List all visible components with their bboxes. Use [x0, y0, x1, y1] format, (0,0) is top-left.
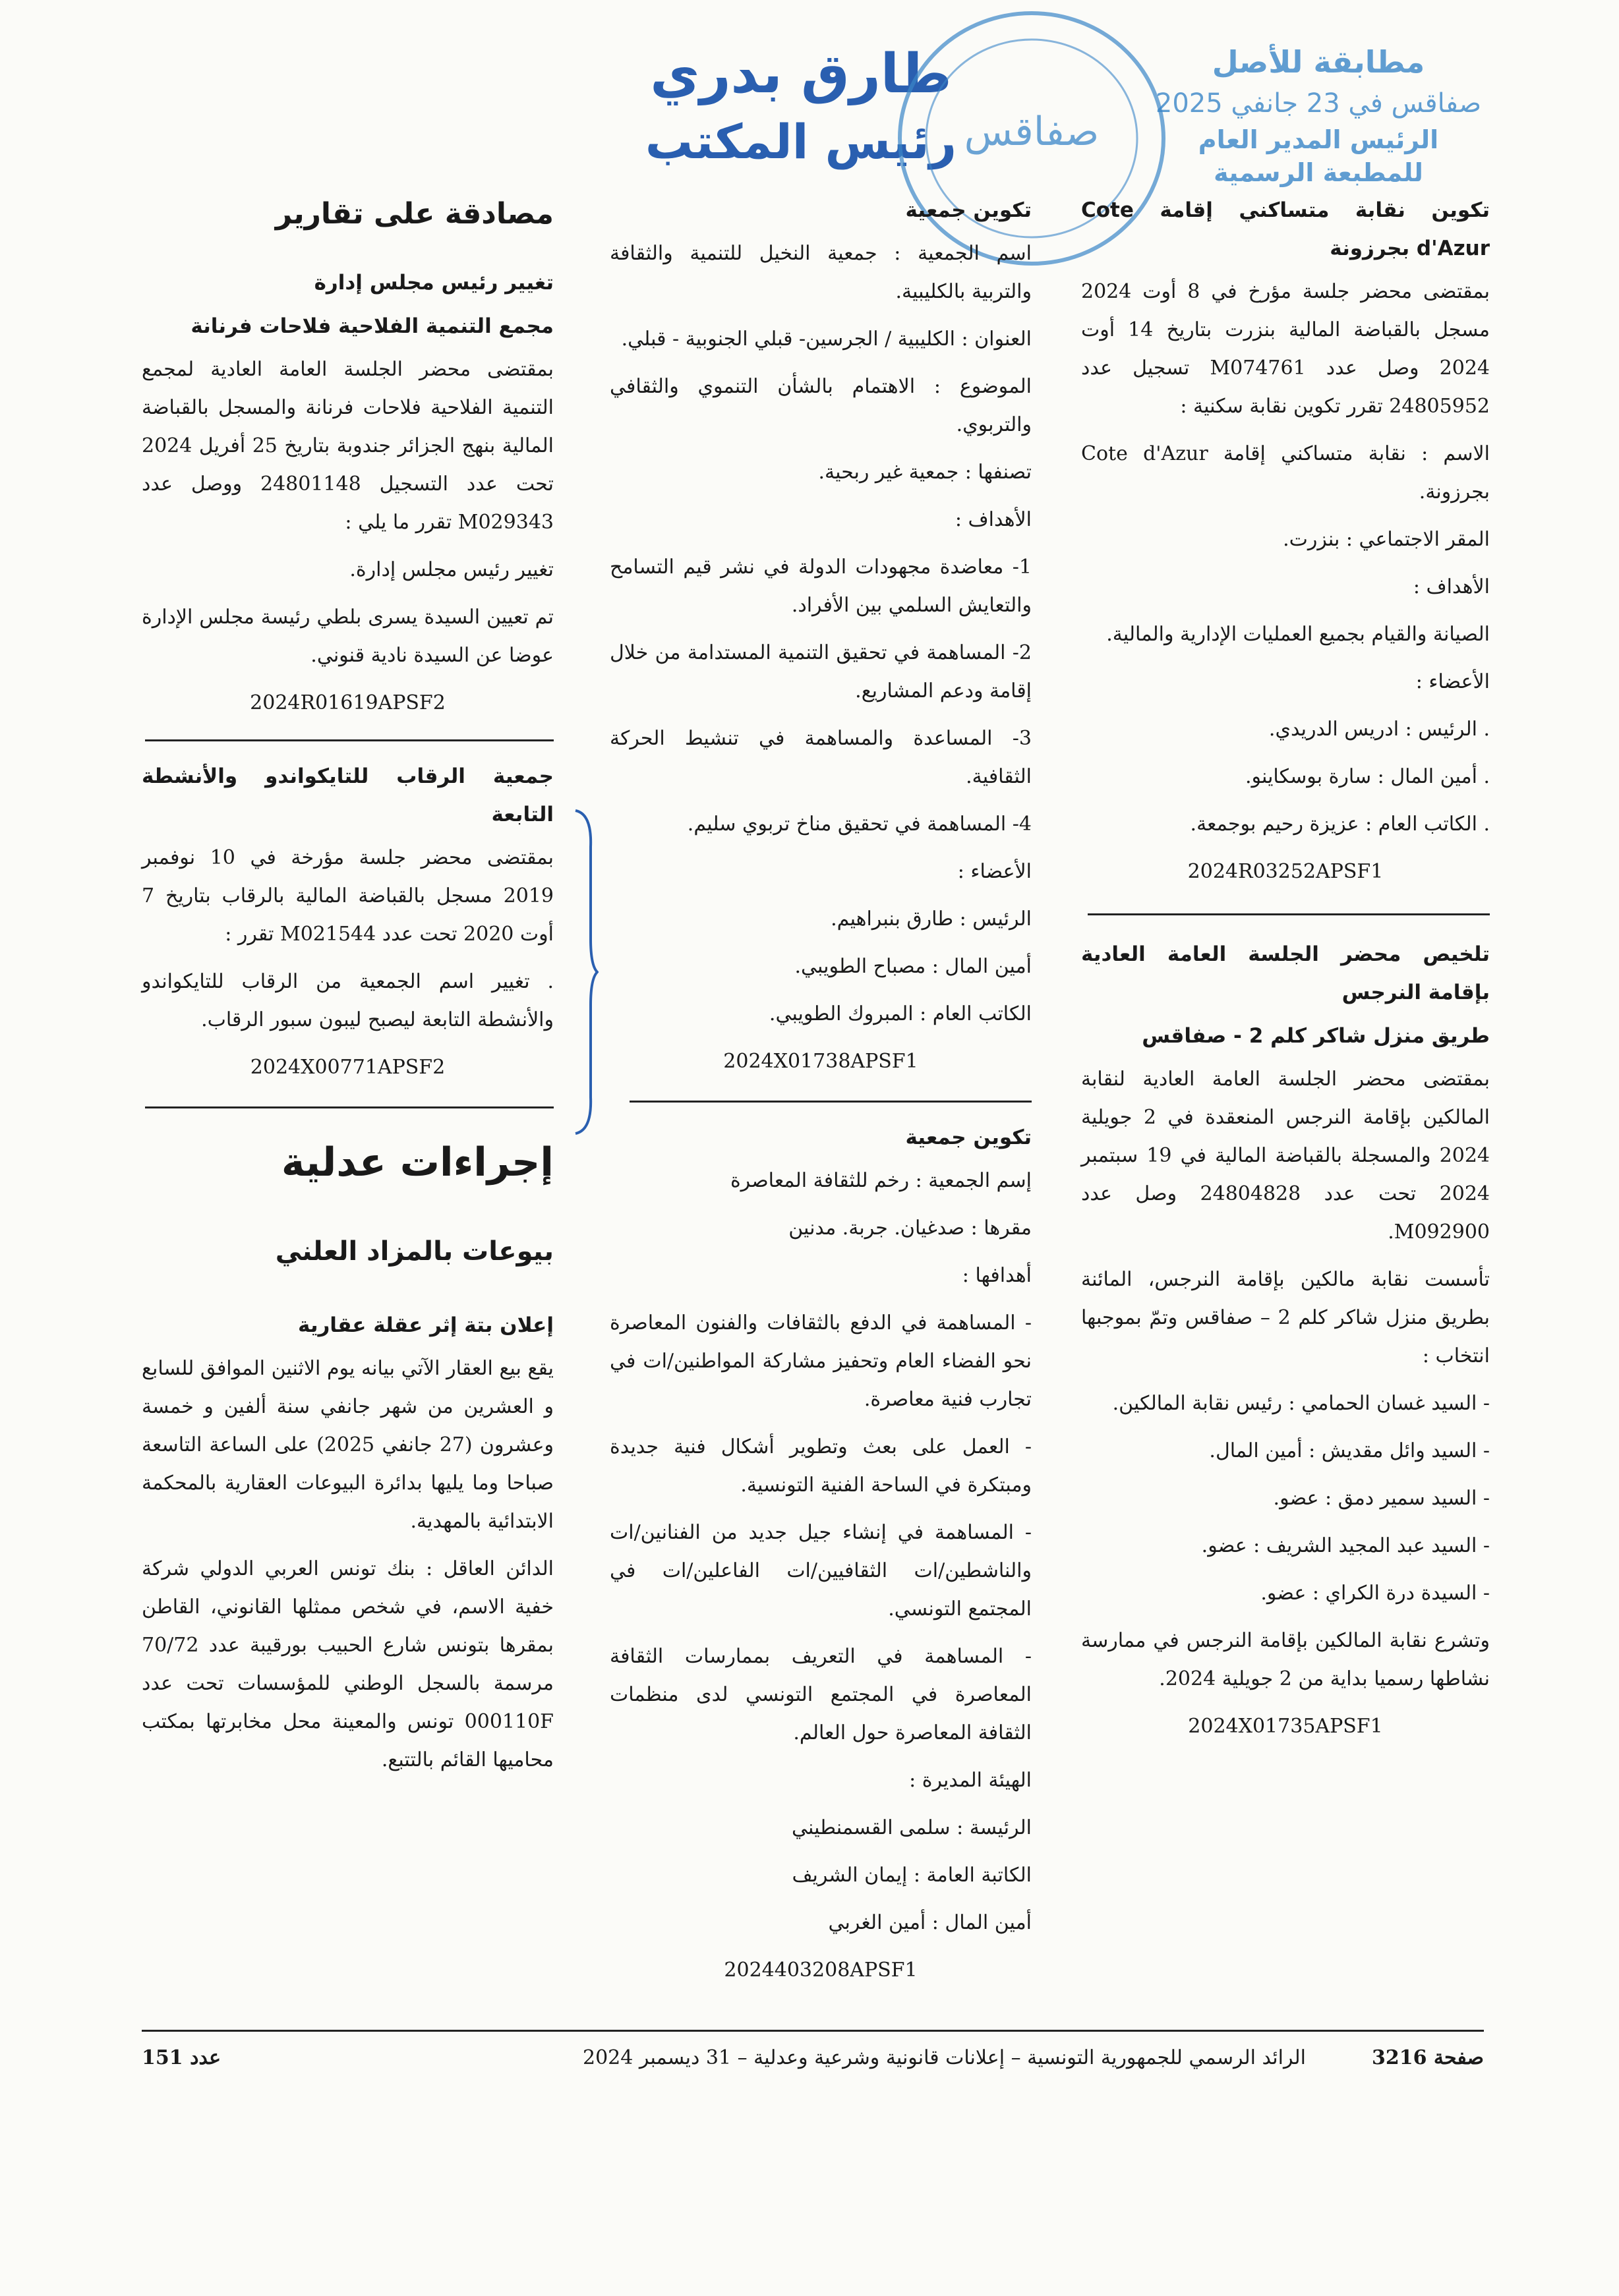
- article-title: تكوين نقابة متساكني إقامة Cote d'Azur بجرزونة: [1081, 198, 1490, 260]
- paragraph: الأعضاء :: [1415, 670, 1490, 693]
- page-footer: [142, 2030, 1484, 2069]
- paragraph: تصنفها : جمعية غير ربحية.: [818, 461, 1032, 484]
- article-title: إعلان بتة إثر عقلة عقارية: [298, 1313, 554, 1337]
- list-item: 1- معاضدة مجهودات الدولة في نشر قيم التسامح والتعايش السلمي بين الأفراد.: [610, 556, 1032, 617]
- paragraph: تغيير رئيس مجلس إدارة.: [349, 558, 554, 581]
- handwritten-signature: [646, 30, 956, 181]
- paragraph: تأسست نقابة مالكين بإقامة النرجس، المائنة بطريق منزل شاكر كلم 2 – صفاقس وتمّ بموجبها انتخاب :: [1081, 1268, 1490, 1367]
- list-item: - السيد سمير دمق : عضو.: [1273, 1487, 1490, 1510]
- article-title: جمعية الرقاب للتايكواندو والأنشطة التابعة: [142, 764, 554, 826]
- list-item: . الكاتب العام : عزيزة رحيم بوجمعة.: [1190, 813, 1490, 836]
- paragraph: الصيانة والقيام بجميع العمليات الإدارية والمالية.: [1106, 623, 1490, 646]
- article-title: تكوين جمعية: [905, 1126, 1032, 1149]
- paragraph: تم تعيين السيدة يسرى بلطي رئيسة مجلس الإدارة عوضا عن السيدة نادية قنوني.: [142, 606, 554, 667]
- reference-code: 2024403208APSF1: [724, 1959, 918, 1982]
- right-column: [1081, 191, 1490, 1755]
- list-item: . أمين المال : سارة بوسكاينو.: [1245, 765, 1490, 788]
- article-title: مجمع التنمية الفلاحية فلاحات فرنانة: [191, 314, 554, 338]
- list-item: - المساهمة في إنشاء جيل جديد من الفنانين/ات والناشطين/ات الثقافيين/ات الفاعلين/ات في المجتمع التونسي.: [610, 1521, 1032, 1621]
- svg-text:رئيس المكتب: رئيس المكتب: [646, 114, 956, 169]
- reference-code: 2024R03252APSF1: [1187, 860, 1384, 883]
- section-subtitle: بيوعات بالمزاد العلني: [275, 1236, 554, 1267]
- paragraph: الدائن العاقل : بنك تونس العربي الدولي شركة خفية الاسم، في شخص ممثلها القانوني، القاطن بمقرها بتونس شارع الحبيب بورقيبة عدد 70/72 مرسمة بالسجل الوطني للمؤسسات تحت عدد 000110F تونس والمعينة محل مخابرتها بمكتب محاميها القائم بالتتبع.: [142, 1557, 554, 1771]
- paragraph: بمقتضى محضر جلسة مؤرخة في 10 نوفمبر 2019 مسجل بالقباضة المالية بالرقاب بتاريخ 7 أوت 2020 تحت عدد M021544 تقرر :: [142, 846, 554, 946]
- svg-text:مطابقة للأصل: مطابقة للأصل: [1212, 44, 1425, 80]
- divider: [145, 739, 554, 741]
- paragraph: أهدافها :: [962, 1264, 1032, 1287]
- reference-code: 2024X01735APSF1: [1188, 1715, 1383, 1738]
- section-title: مصادقة على تقارير: [275, 197, 554, 231]
- issue-number: عدد 151: [142, 2046, 221, 2069]
- paragraph: الأعضاء :: [957, 860, 1032, 883]
- svg-text:صفاقس: صفاقس: [964, 109, 1100, 155]
- list-item: - السيد غسان الحمامي : رئيس نقابة المالكين.: [1112, 1392, 1490, 1415]
- paragraph: العنوان : الكليبية / الجرسين- قبلي الجنوبية - قبلي.: [621, 328, 1032, 351]
- page-number: صفحة 3216: [1371, 2046, 1484, 2069]
- paragraph: اسم الجمعية : جمعية النخيل للتنمية والثقافة والتربية بالكليبية.: [610, 242, 1032, 303]
- divider: [1088, 913, 1490, 915]
- svg-text:صفاقس في 23 جانفي 2025: صفاقس في 23 جانفي 2025: [1155, 88, 1482, 119]
- list-item: - المساهمة في الدفع بالثقافات والفنون المعاصرة نحو الفضاء العام وتحفيز مشاركة المواطنين/ات في تجارب فنية معاصرة.: [610, 1311, 1032, 1411]
- reference-code: 2024X00771APSF2: [250, 1056, 446, 1079]
- list-item: - السيد وائل مقديش : أمين المال.: [1209, 1439, 1490, 1462]
- paragraph: . تغيير اسم الجمعية من الرقاب للتايكواندو والأنشطة التابعة ليصبح ليبون سبور الرقاب.: [142, 970, 554, 1031]
- paragraph: يقع بيع العقار الآتي بيانه يوم الاثنين الموافق للسابع و العشرين من شهر جانفي سنة ألفين و خمسة وعشرون (27 جانفي 2025) على الساعة التاسعة صباحا وما يليها بدائرة البيوعات العقارية بالمحكمة الابتدائية بالمهدية.: [142, 1357, 554, 1533]
- paragraph: المقر الاجتماعي : بنزرت.: [1283, 528, 1490, 551]
- list-item: - العمل على بعث وتطوير أشكال فنية جديدة ومبتكرة في الساحة الفنية التونسية.: [610, 1435, 1032, 1497]
- list-item: 4- المساهمة في تحقيق مناخ تربوي سليم.: [687, 813, 1032, 836]
- list-item: الرئيسة : سلمى القسمنطيني: [792, 1816, 1032, 1839]
- paragraph: بمقتضى محضر جلسة مؤرخ في 8 أوت 2024 مسجل بالقباضة المالية بنزرت بتاريخ 14 أوت 2024 وصل عدد M074761 تسجيل عدد 24805952 تقرر تكوين نقابة سكنية :: [1081, 280, 1490, 418]
- list-item: الكاتب العام : المبروك الطويبي.: [769, 1002, 1032, 1025]
- list-item: - المساهمة في التعريف بممارسات الثقافة المعاصرة في المجتمع التونسي لدى منظمات الثقافة المعاصرة حول العالم.: [610, 1645, 1032, 1744]
- paragraph: الأهداف :: [1413, 575, 1490, 598]
- list-item: الكاتبة العامة : إيمان الشريف: [792, 1864, 1032, 1887]
- list-item: 3- المساعدة والمساهمة في تنشيط الحركة الثقافية.: [610, 727, 1032, 788]
- left-column: [142, 191, 554, 1789]
- list-item: - السيد عبد المجيد الشريف : عضو.: [1201, 1534, 1490, 1557]
- middle-column: [610, 191, 1032, 1999]
- paragraph: الأهداف :: [955, 508, 1032, 531]
- bracket-mark: [572, 807, 599, 1137]
- divider: [145, 1106, 554, 1108]
- list-item: 2- المساهمة في تحقيق التنمية المستدامة من خلال إقامة ودعم المشاريع.: [610, 641, 1032, 703]
- certification-stamp: [1114, 36, 1523, 188]
- list-item: أمين المال : مصباح الطويبي.: [794, 955, 1032, 978]
- divider: [630, 1101, 1032, 1103]
- list-item: الرئيس : طارق بنبراهيم.: [831, 907, 1032, 931]
- svg-text:طارق بدري: طارق بدري: [650, 43, 952, 105]
- section-title: إجراءات عدلية: [281, 1139, 554, 1186]
- article-title: تكوين جمعية: [905, 198, 1032, 222]
- article-title: تغيير رئيس مجلس إدارة: [314, 271, 554, 295]
- article-subtitle: طريق منزل شاكر كلم 2 - صفاقس: [1142, 1024, 1490, 1048]
- paragraph: الهيئة المديرة :: [909, 1769, 1032, 1792]
- article-title: تلخيص محضر الجلسة العامة العادية بإقامة النرجس: [1081, 942, 1490, 1004]
- reference-code: 2024R01619APSF2: [250, 691, 446, 714]
- list-item: . الرئيس : ادريس الدريدي.: [1268, 718, 1490, 741]
- paragraph: بمقتضى محضر الجلسة العامة العادية لنقابة المالكين بإقامة النرجس المنعقدة في 2 جويلية 2024 والمسجلة بالقباضة المالية في 19 سبتمبر 2024 تحت عدد 24804828 وصل عدد M092900.: [1081, 1068, 1490, 1244]
- journal-line: الرائد الرسمي للجمهورية التونسية – إعلانات قانونية وشرعية وعدلية – 31 ديسمبر 2024: [583, 2046, 1306, 2069]
- list-item: - السيدة درة الكراي : عضو.: [1260, 1582, 1490, 1605]
- paragraph: بمقتضى محضر الجلسة العامة العادية لمجمع التنمية الفلاحية فلاحات فرنانة والمسجل بالقباضة المالية بنهج الجزائر جندوبة بتاريخ 25 أفريل 2024 تحت عدد التسجيل 24801148 ووصل عدد M029343 تقرر ما يلي :: [142, 358, 554, 534]
- svg-text:للمطبعة الرسمية: للمطبعة الرسمية: [1214, 158, 1423, 187]
- paragraph: الموضوع : الاهتمام بالشأن التنموي والثقافي والتربوي.: [610, 375, 1032, 436]
- paragraph: مقرها : صدغيان. جربة. مدنين: [788, 1217, 1032, 1240]
- svg-text:الرئيس المدير العام: الرئيس المدير العام: [1198, 125, 1439, 154]
- paragraph: وتشرع نقابة المالكين بإقامة النرجس في ممارسة نشاطها رسميا بداية من 2 جويلية 2024.: [1081, 1629, 1490, 1690]
- paragraph: إسم الجمعية : رخم للثقافة المعاصرة: [730, 1169, 1032, 1192]
- reference-code: 2024X01738APSF1: [723, 1050, 918, 1073]
- paragraph: الاسم : نقابة متساكني إقامة Cote d'Azur بجرزونة.: [1081, 442, 1490, 503]
- list-item: أمين المال : أمين الغربي: [828, 1911, 1032, 1934]
